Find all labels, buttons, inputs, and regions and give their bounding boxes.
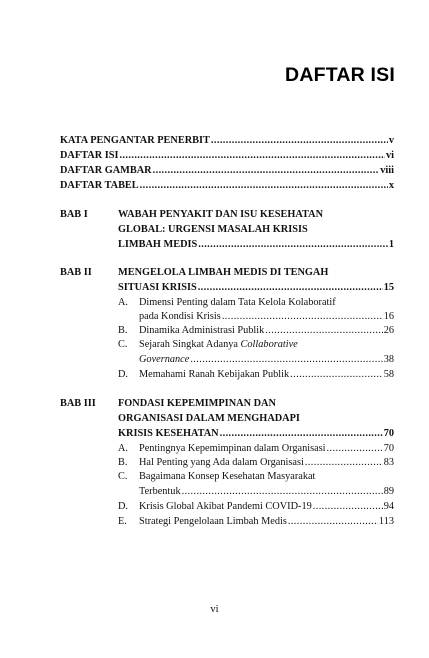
- chapter-title-line: FONDASI KEPEMIMPINAN DAN: [118, 398, 276, 409]
- dot-leader: [288, 515, 378, 528]
- toc-entry-page: viii: [380, 165, 394, 176]
- chapter-title-line: GLOBAL: URGENSI MASALAH KRISIS: [118, 224, 308, 235]
- toc-entry-daftar-isi[interactable]: [60, 149, 394, 162]
- section-title-line: [139, 338, 298, 351]
- chapter-title-line: ORGANISASI DALAM MENGHADAPI: [118, 413, 300, 424]
- dot-leader: [313, 500, 383, 513]
- toc-entry-kata-pengantar[interactable]: [60, 134, 394, 147]
- toc-entry-daftar-gambar[interactable]: [60, 164, 394, 177]
- chapter-title-line: KRISIS KESEHATAN: [118, 428, 219, 439]
- toc-section-3b[interactable]: [139, 456, 394, 469]
- section-letter: A.: [118, 297, 129, 308]
- dot-leader: [222, 310, 383, 323]
- chapter-number: BAB III: [60, 398, 96, 409]
- toc-entry-daftar-tabel[interactable]: [60, 179, 394, 192]
- section-title-text: Sejarah Singkat Adanya: [139, 339, 238, 350]
- dot-leader: [198, 238, 388, 251]
- dot-leader: [190, 353, 382, 366]
- toc-entry-page: 16: [383, 311, 394, 322]
- section-letter: C.: [118, 339, 128, 350]
- section-title-line: Memahami Ranah Kebijakan Publik: [139, 369, 290, 380]
- toc-chapter-2[interactable]: [118, 281, 394, 294]
- toc-entry-label: DAFTAR ISI: [60, 150, 119, 161]
- toc-section-2c[interactable]: [139, 353, 394, 366]
- toc-entry-page: 1: [388, 239, 394, 250]
- dot-leader: [265, 324, 382, 337]
- toc-entry-page: vi: [385, 150, 394, 161]
- toc-entry-page: 38: [383, 354, 394, 365]
- toc-chapter-3[interactable]: [118, 427, 394, 440]
- chapter-title-line: SITUASI KRISIS: [118, 282, 197, 293]
- chapter-number: BAB I: [60, 209, 88, 220]
- toc-entry-page: 70: [383, 428, 394, 439]
- toc-entry-label: DAFTAR GAMBAR: [60, 165, 152, 176]
- section-letter: D.: [118, 369, 129, 380]
- toc-entry-label: DAFTAR TABEL: [60, 180, 139, 191]
- toc-section-2d[interactable]: [139, 368, 394, 381]
- toc-entry-page: v: [388, 135, 394, 146]
- section-title-line: Pentingnya Kepemimpinan dalam Organisasi: [139, 443, 326, 454]
- section-letter: B.: [118, 325, 128, 336]
- chapter-title-line: MENGELOLA LIMBAH MEDIS DI TENGAH: [118, 267, 329, 278]
- dot-leader: [182, 485, 383, 498]
- toc-section-3e[interactable]: [139, 515, 394, 528]
- section-title-line: Strategi Pengelolaan Limbah Medis: [139, 516, 287, 527]
- section-letter: C.: [118, 471, 128, 482]
- dot-leader: [140, 179, 388, 192]
- section-title-italic: Collaborative: [240, 339, 298, 350]
- section-letter: A.: [118, 443, 129, 454]
- toc-entry-page: x: [388, 180, 394, 191]
- section-title-line: Terbentuk: [139, 486, 181, 497]
- section-title-line: Hal Penting yang Ada dalam Organisasi: [139, 457, 304, 468]
- toc-section-2a[interactable]: [139, 310, 394, 323]
- section-title-line: Dinamika Administrasi Publik: [139, 325, 265, 336]
- chapter-number: BAB II: [60, 267, 92, 278]
- toc-entry-label: KATA PENGANTAR PENERBIT: [60, 135, 210, 146]
- page-title: DAFTAR ISI: [285, 64, 395, 86]
- toc-section-3d[interactable]: [139, 500, 394, 513]
- dot-leader: [119, 149, 385, 162]
- dot-leader: [211, 134, 388, 147]
- section-title-line: Bagaimana Konsep Kesehatan Masyarakat: [139, 471, 316, 482]
- section-letter: E.: [118, 516, 127, 527]
- toc-entry-page: 26: [383, 325, 394, 336]
- section-title-line: Dimensi Penting dalam Tata Kelola Kolaboratif: [139, 297, 336, 308]
- dot-leader: [327, 442, 383, 455]
- toc-entry-page: 89: [383, 486, 394, 497]
- toc-chapter-1[interactable]: [118, 238, 394, 251]
- section-title-line: Krisis Global Akibat Pandemi COVID-19: [139, 501, 312, 512]
- dot-leader: [198, 281, 383, 294]
- section-title-line: pada Kondisi Krisis: [139, 311, 221, 322]
- dot-leader: [220, 427, 383, 440]
- toc-entry-page: 113: [378, 516, 394, 527]
- dot-leader: [305, 456, 383, 469]
- page-number: vi: [210, 604, 219, 615]
- toc-section-2b[interactable]: [139, 324, 394, 337]
- toc-section-3a[interactable]: [139, 442, 394, 455]
- toc-entry-page: 70: [383, 443, 394, 454]
- toc-section-3c[interactable]: [139, 485, 394, 498]
- toc-entry-page: 83: [383, 457, 394, 468]
- dot-leader: [153, 164, 380, 177]
- section-title-line: Governance: [139, 354, 190, 365]
- section-letter: D.: [118, 501, 129, 512]
- toc-entry-page: 15: [383, 282, 394, 293]
- chapter-title-line: LIMBAH MEDIS: [118, 239, 198, 250]
- section-letter: B.: [118, 457, 128, 468]
- toc-entry-page: 94: [383, 501, 394, 512]
- toc-entry-page: 58: [383, 369, 394, 380]
- chapter-title-line: WABAH PENYAKIT DAN ISU KESEHATAN: [118, 209, 324, 220]
- dot-leader: [290, 368, 383, 381]
